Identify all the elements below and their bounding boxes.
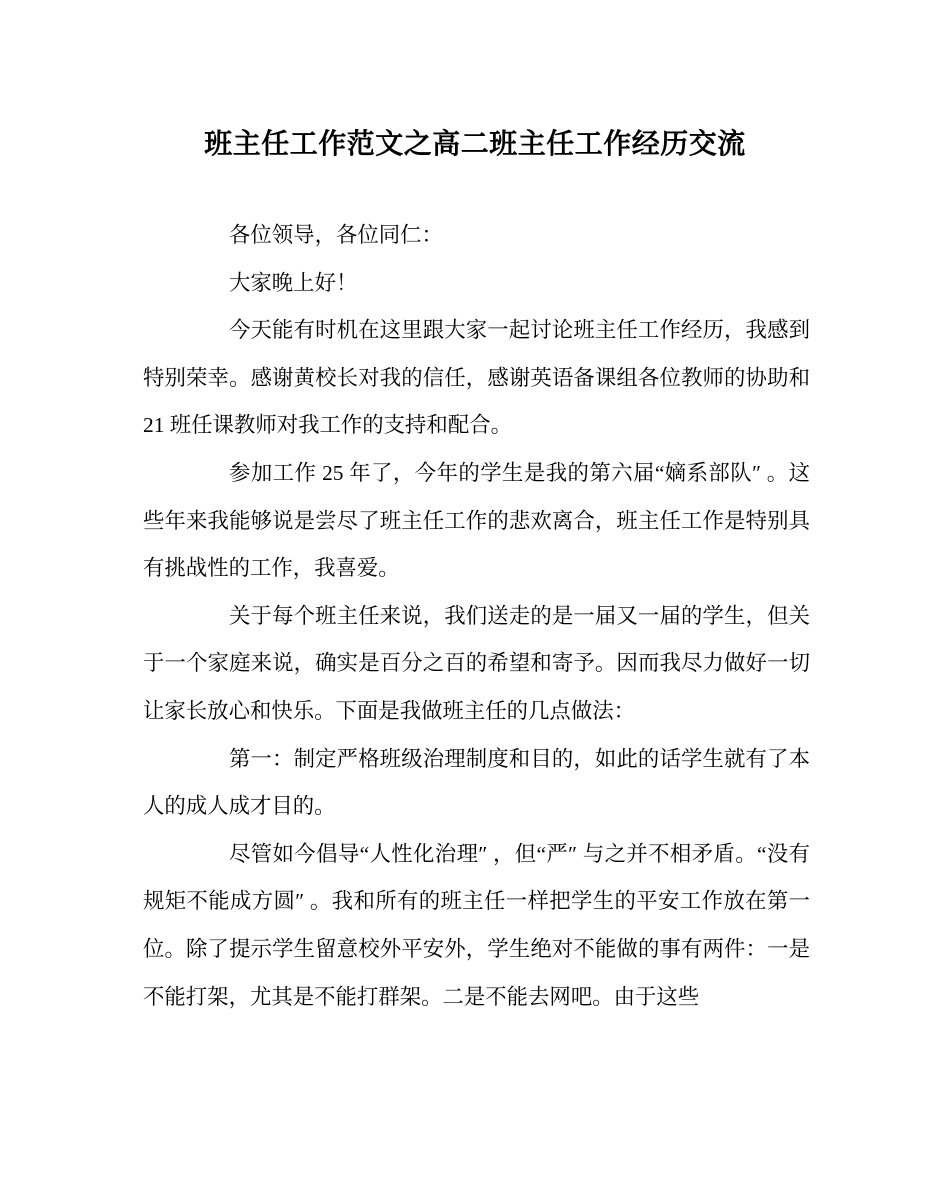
paragraph: 大家晚上好！ xyxy=(229,270,358,295)
paragraph: 第一：制定严格班级治理制度和目的，如此的话学生就有了本人的成人成才目的。 xyxy=(143,746,810,819)
paragraph: 关于每个班主任来说，我们送走的是一届又一届的学生，但关于一个家庭来说，确实是百分之百的希望和寄予。因而我尽力做好一切让家长放心和快乐。下面是我做班主任的几点做法： xyxy=(143,603,810,723)
document-title: 班主任工作范文之高二班主任工作经历交流 xyxy=(204,129,746,160)
paragraph: 参加工作 25 年了，今年的学生是我的第六届“嫡系部队″ 。这些年来我能够说是尝尽了班主任工作的悲欢离合，班主任工作是特别具有挑战性的工作，我喜爱。 xyxy=(143,460,810,581)
paragraph: 尽管如今倡导“人性化治理″ ，但“严″ 与之并不相矛盾。“没有规矩不能成方圆″ 。我和所有的班主任一样把学生的平安工作放在第一位。除了提示学生留意校外平安外，学生绝对不能做的事有两件：一是不能打架，尤其是不能打群架。二是不能去网吧。由于这些 xyxy=(143,841,810,1009)
paragraph: 今天能有时机在这里跟大家一起讨论班主任工作经历，我感到特别荣幸。感谢黄校长对我的信任，感谢英语备课组各位教师的协助和 21 班任课教师对我工作的支持和配合。 xyxy=(143,318,810,438)
document-body xyxy=(143,212,810,1021)
paragraph: 各位领导，各位同仁： xyxy=(229,223,443,247)
